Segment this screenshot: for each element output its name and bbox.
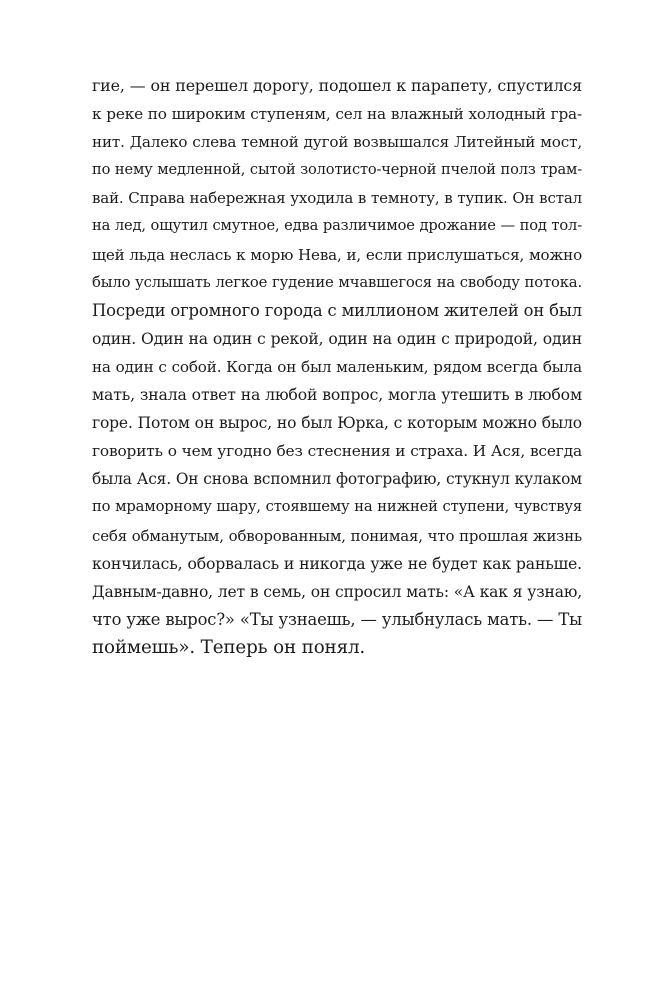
text-line: нит. Далеко слева темной дугой возвышался Литейный мост,	[92, 133, 582, 152]
text-line: мать, знала ответ на любой вопрос, могла утешить в любом	[92, 385, 582, 405]
text-line: говорить о чем угодно без стеснения и страха. И Ася, всегда	[92, 442, 582, 461]
text-line: горе. Потом он вырос, но был Юрка, с которым можно было	[92, 414, 582, 433]
text-line: что уже вырос?» «Ты узнаешь, — улыбнулась мать. — Ты	[92, 609, 582, 629]
text-line: вай. Справа набережная уходила в темноту, в тупик. Он встал	[92, 189, 582, 208]
text-line: по нему медленной, сытой золотисто-черной пчелой полз трам-	[92, 161, 582, 179]
text-line: гие, — он перешел дорогу, подошел к парапету, спустился	[92, 76, 582, 95]
text-line: щей льда неслась к морю Нева, и, если прислушаться, можно	[92, 245, 582, 264]
text-line: себя обманутым, обворованным, понимая, что прошлая жизнь	[92, 526, 582, 545]
text-line: было услышать легкое гудение мчавшегося на свободу потока.	[92, 273, 582, 291]
text-line: кончилась, оборвалась и никогда уже не будет как раньше.	[92, 553, 582, 573]
text-line: Посреди огромного города с миллионом жителей он был	[92, 300, 582, 320]
text-line: по мраморному шару, стоявшему на нижней ступени, чувствуя	[92, 498, 582, 516]
text-line: была Ася. Он снова вспомнил фотографию, стукнул кулаком	[92, 470, 582, 489]
text-line: поймешь». Теперь он понял.	[92, 636, 366, 658]
text-line: на лед, ощутил смутное, едва различимое дрожание — под тол-	[92, 217, 582, 235]
text-line: Давным-давно, лет в семь, он спросил мать: «А как я узнаю,	[92, 582, 582, 601]
text-line: один. Один на один с рекой, один на один с природой, один	[92, 329, 582, 348]
body-text	[92, 72, 582, 662]
text-line: к реке по широким ступеням, сел на влажный холодный гра-	[92, 105, 582, 124]
text-line: на один с собой. Когда он был маленьким, рядом всегда была	[92, 357, 582, 376]
